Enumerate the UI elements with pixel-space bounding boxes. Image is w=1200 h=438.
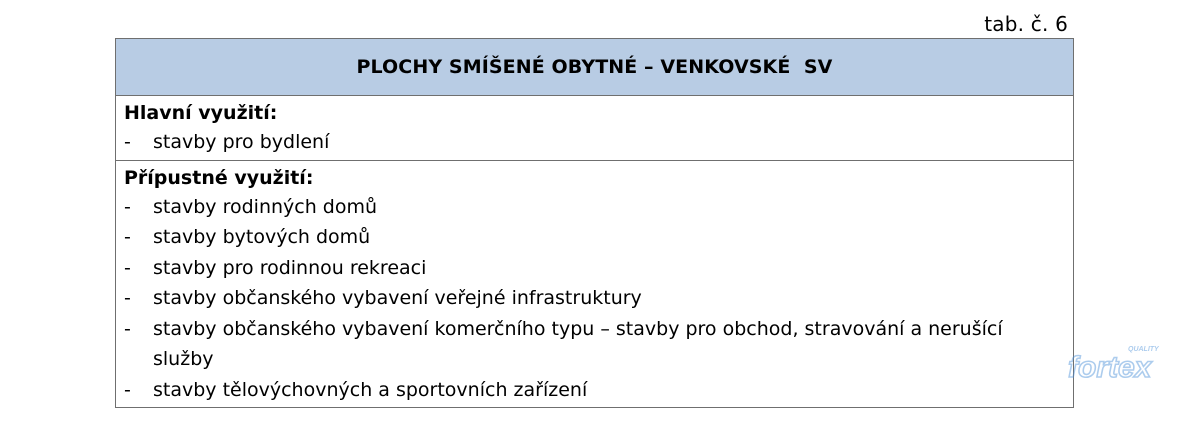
watermark-text: fortex: [1068, 351, 1152, 382]
list-item-text: stavby rodinných domů: [153, 195, 378, 218]
list-bullet: -: [124, 317, 131, 340]
list-bullet: -: [124, 195, 131, 218]
permitted-use-title: Přípustné využití:: [124, 166, 314, 189]
main-use-section: [116, 96, 1073, 160]
list-item-text: stavby bytových domů: [153, 226, 371, 248]
list-bullet: -: [124, 378, 131, 401]
watermark-subtext: QUALITY: [1128, 346, 1159, 353]
fortex-logo-watermark: [1066, 342, 1182, 382]
list-item: [124, 314, 1065, 375]
table-number-label: tab. č. 6: [984, 12, 1068, 36]
list-item: [124, 192, 1065, 223]
list-item-text: stavby občanského vybavení veřejné infrastruktury: [153, 287, 642, 309]
list-item-text: stavby pro bydlení: [153, 131, 330, 153]
list-bullet: -: [124, 131, 131, 153]
list-item: [124, 283, 1065, 314]
table-header: PLOCHY SMÍŠENÉ OBYTNÉ – VENKOVSKÉ SV: [116, 39, 1073, 96]
list-item-text: stavby občanského vybavení komerčního typu – stavby pro obchod, stravování a nerušící služby: [153, 317, 1003, 370]
list-item: [124, 222, 1065, 253]
land-use-table: [115, 38, 1074, 408]
list-item-text: stavby tělovýchovných a sportovních zařízení: [153, 378, 588, 401]
list-bullet: -: [124, 226, 131, 248]
list-item: [124, 127, 1065, 158]
permitted-use-section: [116, 160, 1073, 408]
list-bullet: -: [124, 256, 131, 279]
list-item-text: stavby pro rodinnou rekreaci: [153, 256, 427, 279]
list-item: [124, 375, 1065, 406]
main-use-title: Hlavní využití:: [124, 102, 278, 124]
list-item: [124, 253, 1065, 284]
list-bullet: -: [124, 287, 131, 309]
